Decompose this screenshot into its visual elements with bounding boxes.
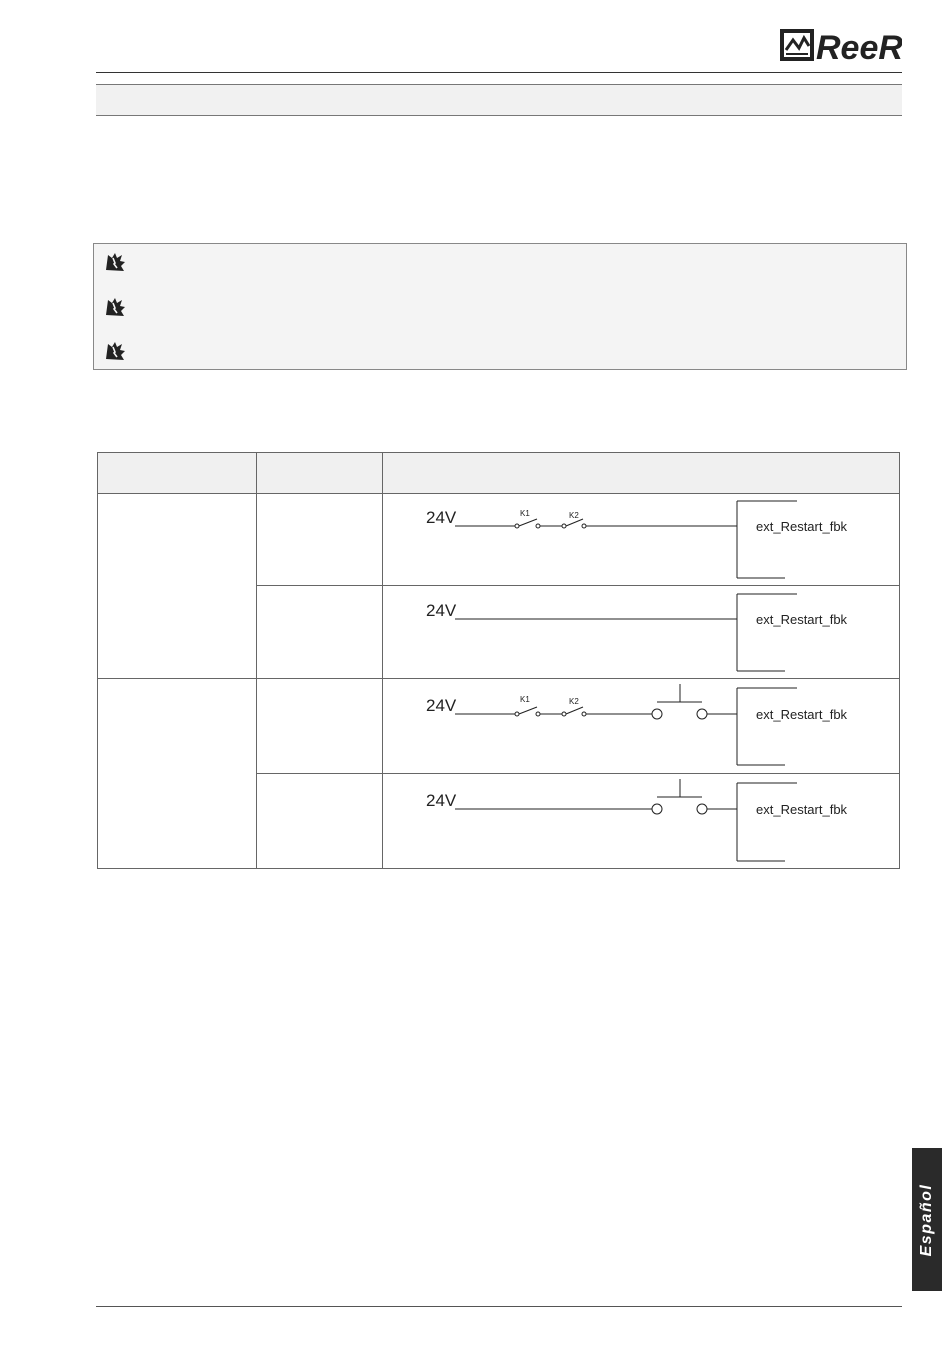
wiring-diagram [385,496,897,588]
signal-label: ext_Restart_fbk [756,802,848,817]
column-divider [382,452,383,869]
signal-label: ext_Restart_fbk [756,519,848,534]
circuit-drawing [385,589,897,681]
wiring-diagram [385,684,897,776]
warning-hand-icon [104,297,126,317]
table-border [97,452,900,453]
table-border [97,452,98,869]
warning-hand-icon [104,252,126,272]
contact-label: K1 [520,509,530,518]
reer-logo-icon [780,26,902,64]
circuit-drawing [385,779,897,871]
signal-label: ext_Restart_fbk [756,707,848,722]
circuit-drawing [385,496,897,588]
row-divider [97,493,900,494]
reer-logo [780,26,902,64]
wiring-diagram [385,589,897,681]
voltage-label: 24V [426,696,457,715]
contact-label: K2 [569,697,579,706]
note-row [104,341,126,361]
language-tab-label: Español [918,1183,935,1256]
table-header [97,452,900,493]
note-row [104,252,126,272]
note-box [93,243,907,370]
signal-label: ext_Restart_fbk [756,612,848,627]
contact-label: K2 [569,511,579,520]
wiring-diagram [385,779,897,871]
voltage-label: 24V [426,791,457,810]
section-band [96,84,902,116]
warning-hand-icon [104,341,126,361]
voltage-label: 24V [426,508,457,527]
circuit-drawing [385,684,897,776]
language-tab [912,1148,942,1291]
header-rule [96,72,902,73]
contact-label: K1 [520,695,530,704]
table-border [899,452,900,869]
column-divider [256,452,257,869]
note-row [104,297,126,317]
footer-rule [96,1306,902,1307]
logo-wordmark: ReeR [816,29,902,64]
voltage-label: 24V [426,601,457,620]
